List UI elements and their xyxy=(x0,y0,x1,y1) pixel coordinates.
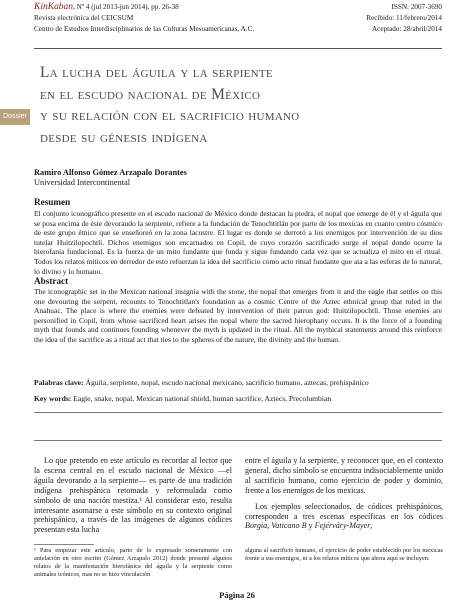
footnote-right: alguna al sacrificio humano, el ejercicio de poder establecido por los mexicas frente a sus enemigos, ni a los relatos míticos que ahora aquí se incluyen. xyxy=(245,547,443,562)
journal-header xyxy=(34,2,442,35)
author-name: Ramiro Alfonso Gómez Arzapalo Dorantes xyxy=(34,168,187,177)
body-left-column: Lo que pretendo en este artículo es recordar al lector que la escena central en el escudo nacional de México —el águila devorando a la serpiente— es parte de una tradición indígena prehispánica retomada y reformulada como símbolo de una nación mestiza.¹ Al considerar esto, resulta interesante asomarse a este símbolo en su contexto original prehispánico, a través de las imágenes de algunos códices presentan esta lucha xyxy=(34,456,232,535)
title-line: y su relación con el sacrificio humano xyxy=(40,107,300,124)
author-block xyxy=(34,168,187,188)
footnote-left: ¹ Para empezar este artículo, parto de lo expresado someramente con antelación en otro escrito (Gómez Arzapalo 2012) donde presenté algunos relatos de la manifestación hierofánica del águila y la serpiente como animales icónicos, mas no se hizo vinculación xyxy=(34,547,232,578)
section-tag: Dossier xyxy=(0,109,30,125)
publisher-center: Centro de Estudios Interdisciplinarios de las Culturas Mesoamericanas, A.C. xyxy=(34,25,255,33)
journal-logo: KinKaban xyxy=(34,2,74,12)
title-line: en el escudo nacional de México xyxy=(40,85,261,103)
title-line: desde su génesis indígena xyxy=(40,128,208,146)
issue-info: , Nº 4 (jul 2013-jun 2014), pp. 26-38 xyxy=(73,3,179,11)
resumen-heading: Resumen xyxy=(34,197,71,207)
body-paragraph: entre el águila y la serpiente, y reconocer que, en el contexto general, dicho símbolo se encuentra indisociablemente unido al sacrificio humano, como ejercicio de poder y dominio, frente a los enemigos de los mexicas. xyxy=(245,456,443,495)
resumen-text: El conjunto iconográfico presente en el escudo nacional de México donde destacan la piedra, el nopal que emerge de él y el águila que se posa encima de éste devorando la serpiente, refiere a la fundación de Tenochtitlán por parte de los mexicas en cuanto centro cósmico de este grupo étnico que se enseñoreó en la zona lacustre. El lugar es donde se derrotó a los enemigos por intervención de su dios tutelar Huitzilopochtli. Dichos enemigos son encarnados en Copil, de cuyo corazón sacrificado surge el nopal donde ocurre la hierofanía fundacional. Es la fuerza de un mito fundante que funda y sigue fundando cada vez que se actualiza el mito en el ritual. Todos los relatos míticos en derredor de esto refuerzan la idea del sacrificio como acto ritual fundante que ata a las esferas de lo natural, lo divino y lo humano. xyxy=(34,209,442,276)
keywords-divider xyxy=(34,412,442,413)
article-title xyxy=(40,62,440,148)
received-date: Recibido: 11/febrero/2014 xyxy=(366,14,442,22)
body-right-column xyxy=(245,456,443,531)
body-paragraph: Los ejemplos seleccionados, de códices prehispánicos, corresponden a tres escenas específicas en los códices Borgia, Vaticano B y Fejérváry-Mayer, xyxy=(245,501,443,531)
journal-name: Revista electrónica del CEICSUM xyxy=(34,14,134,22)
key-words-label: Key words: xyxy=(34,394,72,403)
title-line: La lucha del águila y la serpiente xyxy=(40,64,273,81)
accepted-date: Aceptado: 28/abril/2014 xyxy=(371,25,442,33)
key-words-text: Eagle, snake, nopal, Mexican national shield, human sacrifice, Aztecs, Precolumbian xyxy=(71,394,332,403)
abstract-heading: Abstract xyxy=(34,276,69,286)
palabras-clave xyxy=(34,378,442,388)
key-words xyxy=(34,394,442,404)
abstract-text: The iconographic set in the Mexican national insignia with the stone, the nopal that emerges from it and the eagle that settles on this one devouring the serpent, recounts to Tenochtitlan's foundation as a cosmic Centre of the Aztec ethnical group that ruled in the Anahuac. The place is where the enemies were defeated by intervention of their patron god: Huitzilopochtli. Those enemies are personified in Copil, from whose sacrificed heart arises the nopal where the sacred hierophany occurs. It is the force of a founding myth that founds and continues founding whenever the myth is updated in the ritual. All the mythical statements around this reinforce the idea of the sacrifice as a ritual act that ties to the spheres of the nature, the divinity and the human. xyxy=(34,287,442,344)
palabras-clave-text: Águila, serpiente, nopal, escudo nacional mexicano, sacrificio humano, aztecas, prehispánico xyxy=(83,378,369,387)
page-number: Página 26 xyxy=(219,590,255,600)
footnote-divider xyxy=(34,544,94,545)
header-divider xyxy=(34,48,442,49)
palabras-clave-label: Palabras clave: xyxy=(34,378,84,387)
author-affiliation: Universidad Intercontinental xyxy=(34,178,131,187)
body-divider xyxy=(34,440,442,441)
issn: ISSN: 2007-3690 xyxy=(391,3,442,11)
